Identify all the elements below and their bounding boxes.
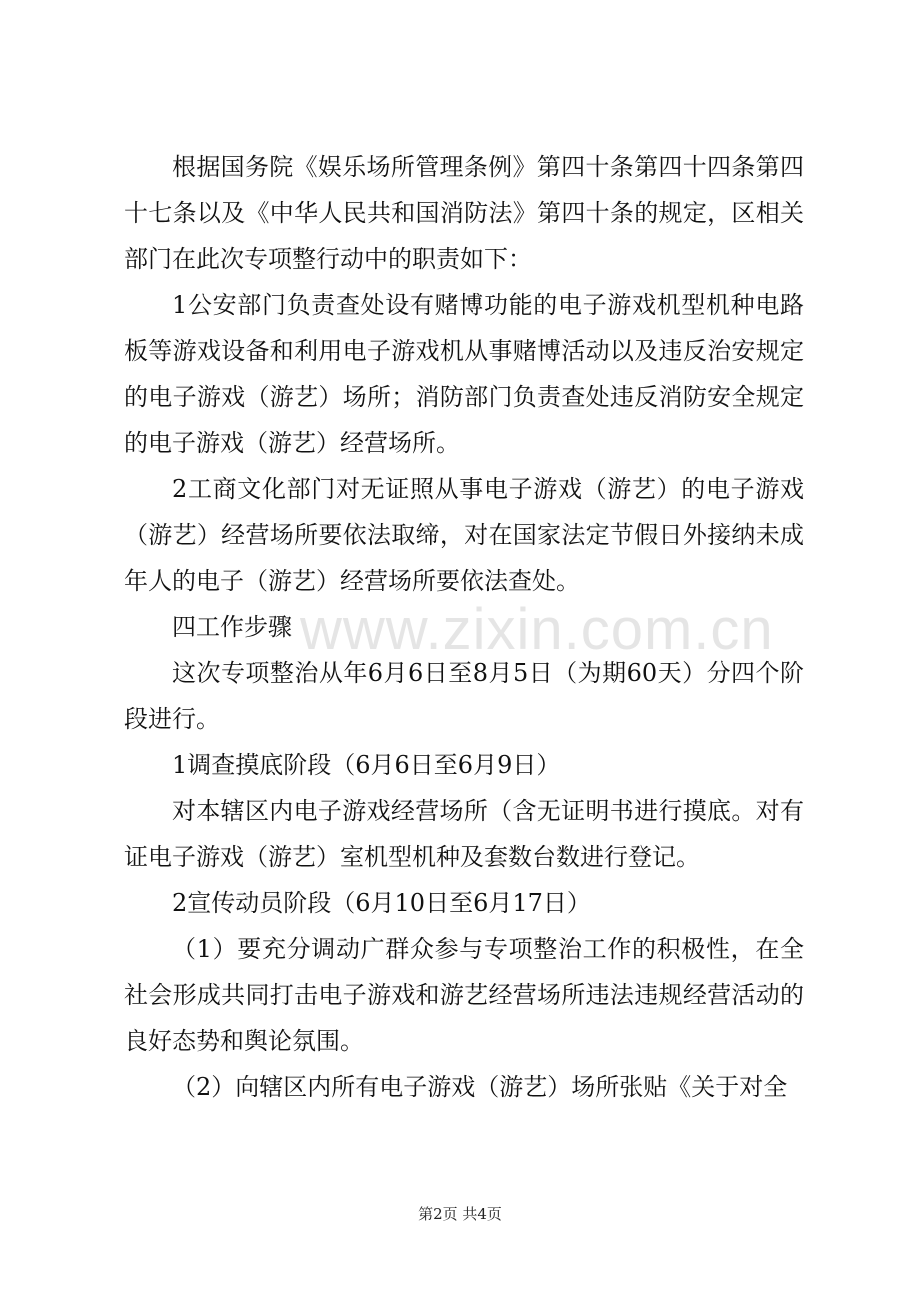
paragraph-public-security-duty: 1公安部门负责查处设有赌博功能的电子游戏机型机种电路板等游戏设备和利用电子游戏机从事赌博活动以及违反治安规定的电子游戏（游艺）场所；消防部门负责查处违反消防安全规定的电子游戏（游艺）经营场所。: [124, 291, 804, 457]
paragraph-mobilization-item-2: （2）向辖区内所有电子游戏（游艺）场所张贴《关于对全: [172, 1073, 788, 1101]
paragraph-schedule-overview: 这次专项整治从年6月6日至8月5日（为期60天）分四个阶段进行。: [124, 659, 804, 733]
paragraph-regulation-basis: 根据国务院《娱乐场所管理条例》第四十条第四十四条第四十七条以及《中华人民共和国消防法》第四十条的规定，区相关部门在此次专项整行动中的职责如下：: [124, 153, 804, 273]
paragraph-investigation-detail: 对本辖区内电子游戏经营场所（含无证明书进行摸底。对有证电子游戏（游艺）室机型机种及套数台数进行登记。: [124, 797, 804, 871]
paragraph-mobilization-item-1: （1）要充分调动广群众参与专项整治工作的积极性，在全社会形成共同打击电子游戏和游艺经营场所违法违规经营活动的良好态势和舆论氛围。: [124, 935, 804, 1055]
document-body: [124, 144, 804, 1110]
section-heading-work-steps: 四工作步骤: [172, 613, 292, 641]
page-number-footer: 第2页 共4页: [418, 1205, 502, 1223]
step-heading-investigation: 1调查摸底阶段（6月6日至6月9日）: [172, 751, 561, 779]
watermark: www.zixin.com.cn: [300, 597, 774, 662]
step-heading-mobilization: 2宣传动员阶段（6月10日至6月17日）: [172, 889, 591, 917]
paragraph-commerce-culture-duty: 2工商文化部门对无证照从事电子游戏（游艺）的电子游戏（游艺）经营场所要依法取缔，对在国家法定节假日外接纳未成年人的电子（游艺）经营场所要依法查处。: [124, 475, 804, 595]
